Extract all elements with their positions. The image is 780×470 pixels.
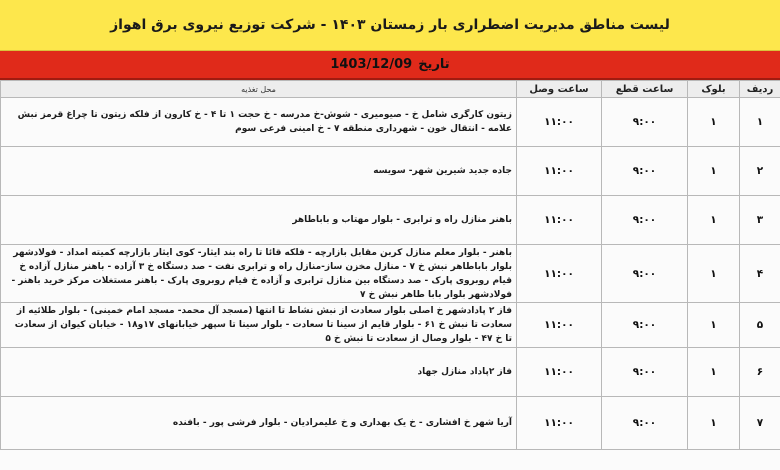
row-number: ۵ <box>740 303 780 348</box>
row-block: ۱ <box>688 348 740 397</box>
row-location: زیتون کارگری شامل خ - صیومیری - شوش-خ مدرسه - خ حجت ۱ تا ۴ - خ کارون از فلکه زیتون تا چراغ قرمز نبش علامه - انتقال خون - شهرداری منطقه ۷ - خ امینی فرعی سوم <box>1 98 517 147</box>
table-row <box>1 303 780 348</box>
date-value: 1403/12/09 <box>330 57 413 72</box>
table-row <box>1 348 780 397</box>
row-location: باهنر - بلوار معلم منازل کربن مقابل بازارچه - فلکه قائا تا راه بند ایثار- کوی ایثار بازارچه کمیته امداد - فولادشهر بلوار باباطاهر نبش خ ۷ - منازل مخزن ساز-منازل راه و ترابری نفت - صد دستگاه خ ۳ آزاده - باهنر منازل آزاده خ قیام روبروی پارک - صد دستگاه بین منازل ترابری و آزاده خ قیام روبروی پارک - باهنر مستغلات مرکز خرید باهنر - فولادشهر بلوار بابا طاهر نبش خ ۷ <box>1 245 517 303</box>
row-connect-time: ۱۱:۰۰ <box>517 348 602 397</box>
table-row <box>1 397 780 450</box>
row-location: باهنر منازل راه و ترابری - بلوار مهتاب و باباطاهر <box>1 196 517 245</box>
row-block: ۱ <box>688 196 740 245</box>
row-connect-time: ۱۱:۰۰ <box>517 245 602 303</box>
row-number: ۳ <box>740 196 780 245</box>
row-number: ۷ <box>740 397 780 450</box>
row-location: آریا شهر خ افشاری - خ یک بهداری و خ علیمرادیان - بلوار فرشی پور - بافنده <box>1 397 517 450</box>
row-connect-time: ۱۱:۰۰ <box>517 98 602 147</box>
row-connect-time: ۱۱:۰۰ <box>517 147 602 196</box>
row-location: فاز ۲پاداد منازل جهاد <box>1 348 517 397</box>
row-block: ۱ <box>688 147 740 196</box>
row-number: ۶ <box>740 348 780 397</box>
row-cut-time: ۹:۰۰ <box>602 397 688 450</box>
table-row <box>1 245 780 303</box>
row-number: ۴ <box>740 245 780 303</box>
row-connect-time: ۱۱:۰۰ <box>517 397 602 450</box>
column-header-cut-time: ساعت قطع <box>602 81 688 98</box>
row-cut-time: ۹:۰۰ <box>602 303 688 348</box>
row-block: ۱ <box>688 245 740 303</box>
row-cut-time: ۹:۰۰ <box>602 196 688 245</box>
row-connect-time: ۱۱:۰۰ <box>517 196 602 245</box>
row-cut-time: ۹:۰۰ <box>602 245 688 303</box>
row-location: فاز ۲ پادادشهر خ اصلی بلوار سعادت از نبش نشاط تا انتها (مسجد آل محمد- مسجد امام خمینی) - بلوار طلائیه از سعادت تا نبش خ ۶۱ - بلوار قایم از سینا تا سعادت - بلوار سینا تا سپهر خیابانهای ۱۷و۱۸ - خیابان کیوان از سعادت تا خ ۴۷ - بلوار وصال از سعادت تا نبش خ ۵ <box>1 303 517 348</box>
row-cut-time: ۹:۰۰ <box>602 98 688 147</box>
table-row <box>1 98 780 147</box>
column-header-connect-time: ساعت وصل <box>517 81 602 98</box>
row-block: ۱ <box>688 98 740 147</box>
row-number: ۱ <box>740 98 780 147</box>
date-label: تاریخ <box>418 57 450 72</box>
row-cut-time: ۹:۰۰ <box>602 147 688 196</box>
column-header-row-number: ردیف <box>740 81 780 98</box>
table-header-row <box>1 81 780 98</box>
row-connect-time: ۱۱:۰۰ <box>517 303 602 348</box>
row-block: ۱ <box>688 303 740 348</box>
row-location: جاده جدید شیرین شهر- سویسه <box>1 147 517 196</box>
schedule-table <box>0 80 780 450</box>
column-header-block: بلوک <box>688 81 740 98</box>
row-cut-time: ۹:۰۰ <box>602 348 688 397</box>
table-row <box>1 147 780 196</box>
date-banner <box>0 51 780 80</box>
row-block: ۱ <box>688 397 740 450</box>
row-number: ۲ <box>740 147 780 196</box>
column-header-location: محل تغذیه <box>1 81 517 98</box>
schedule-sheet <box>0 80 780 470</box>
table-row <box>1 196 780 245</box>
page-title: لیست مناطق مدیریت اضطراری بار زمستان ۱۴۰۳ - شرکت توزیع نیروی برق اهواز <box>0 0 780 51</box>
